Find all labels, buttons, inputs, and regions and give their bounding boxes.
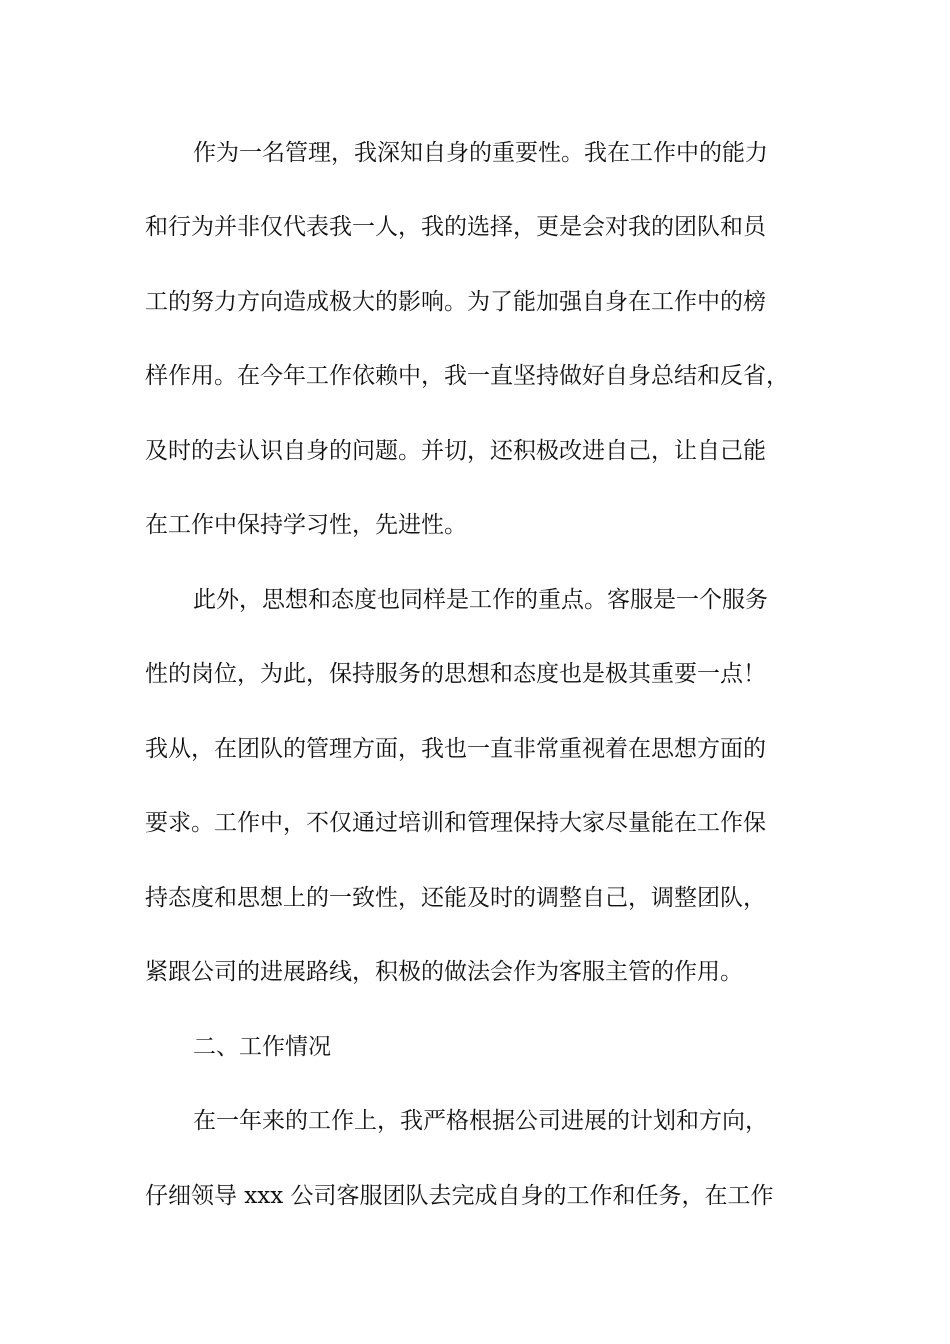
paragraph-2-line-4: 要求。工作中，不仅通过培训和管理保持大家尽量能在工作保	[145, 810, 766, 836]
paragraph-1-line-4: 样作用。在今年工作依赖中，我一直坚持做好自身总结和反省，	[145, 363, 789, 389]
paragraph-2-line-3: 我从，在团队的管理方面，我也一直非常重视着在思想方面的	[145, 736, 766, 762]
paragraph-2-line-6: 紧跟公司的进展路线，积极的做法会作为客服主管的作用。	[145, 959, 743, 985]
paragraph-2-line-2: 性的岗位，为此，保持服务的思想和态度也是极其重要一点！	[145, 661, 766, 687]
paragraph-1-line-1: 作为一名管理，我深知自身的重要性。我在工作中的能力	[193, 140, 768, 166]
paragraph-1-line-3: 工的努力方向造成极大的影响。为了能加强自身在工作中的榜	[145, 289, 766, 315]
paragraph-1-line-5: 及时的去认识自身的问题。并切，还积极改进自己，让自己能	[145, 438, 766, 464]
paragraph-2-line-1: 此外，思想和态度也同样是工作的重点。客服是一个服务	[193, 587, 768, 613]
section-heading: 二、工作情况	[193, 1034, 331, 1060]
paragraph-1-line-6: 在工作中保持学习性，先进性。	[145, 512, 467, 538]
paragraph-3-line-1: 在一年来的工作上，我严格根据公司进展的计划和方向，	[193, 1108, 768, 1134]
paragraph-2-line-5: 持态度和思想上的一致性，还能及时的调整自己，调整团队，	[145, 885, 766, 911]
paragraph-3-line-2: 仔细领导 xxx 公司客服团队去完成自身的工作和任务，在工作	[145, 1183, 774, 1209]
paragraph-1-line-2: 和行为并非仅代表我一人，我的选择，更是会对我的团队和员	[145, 214, 766, 240]
